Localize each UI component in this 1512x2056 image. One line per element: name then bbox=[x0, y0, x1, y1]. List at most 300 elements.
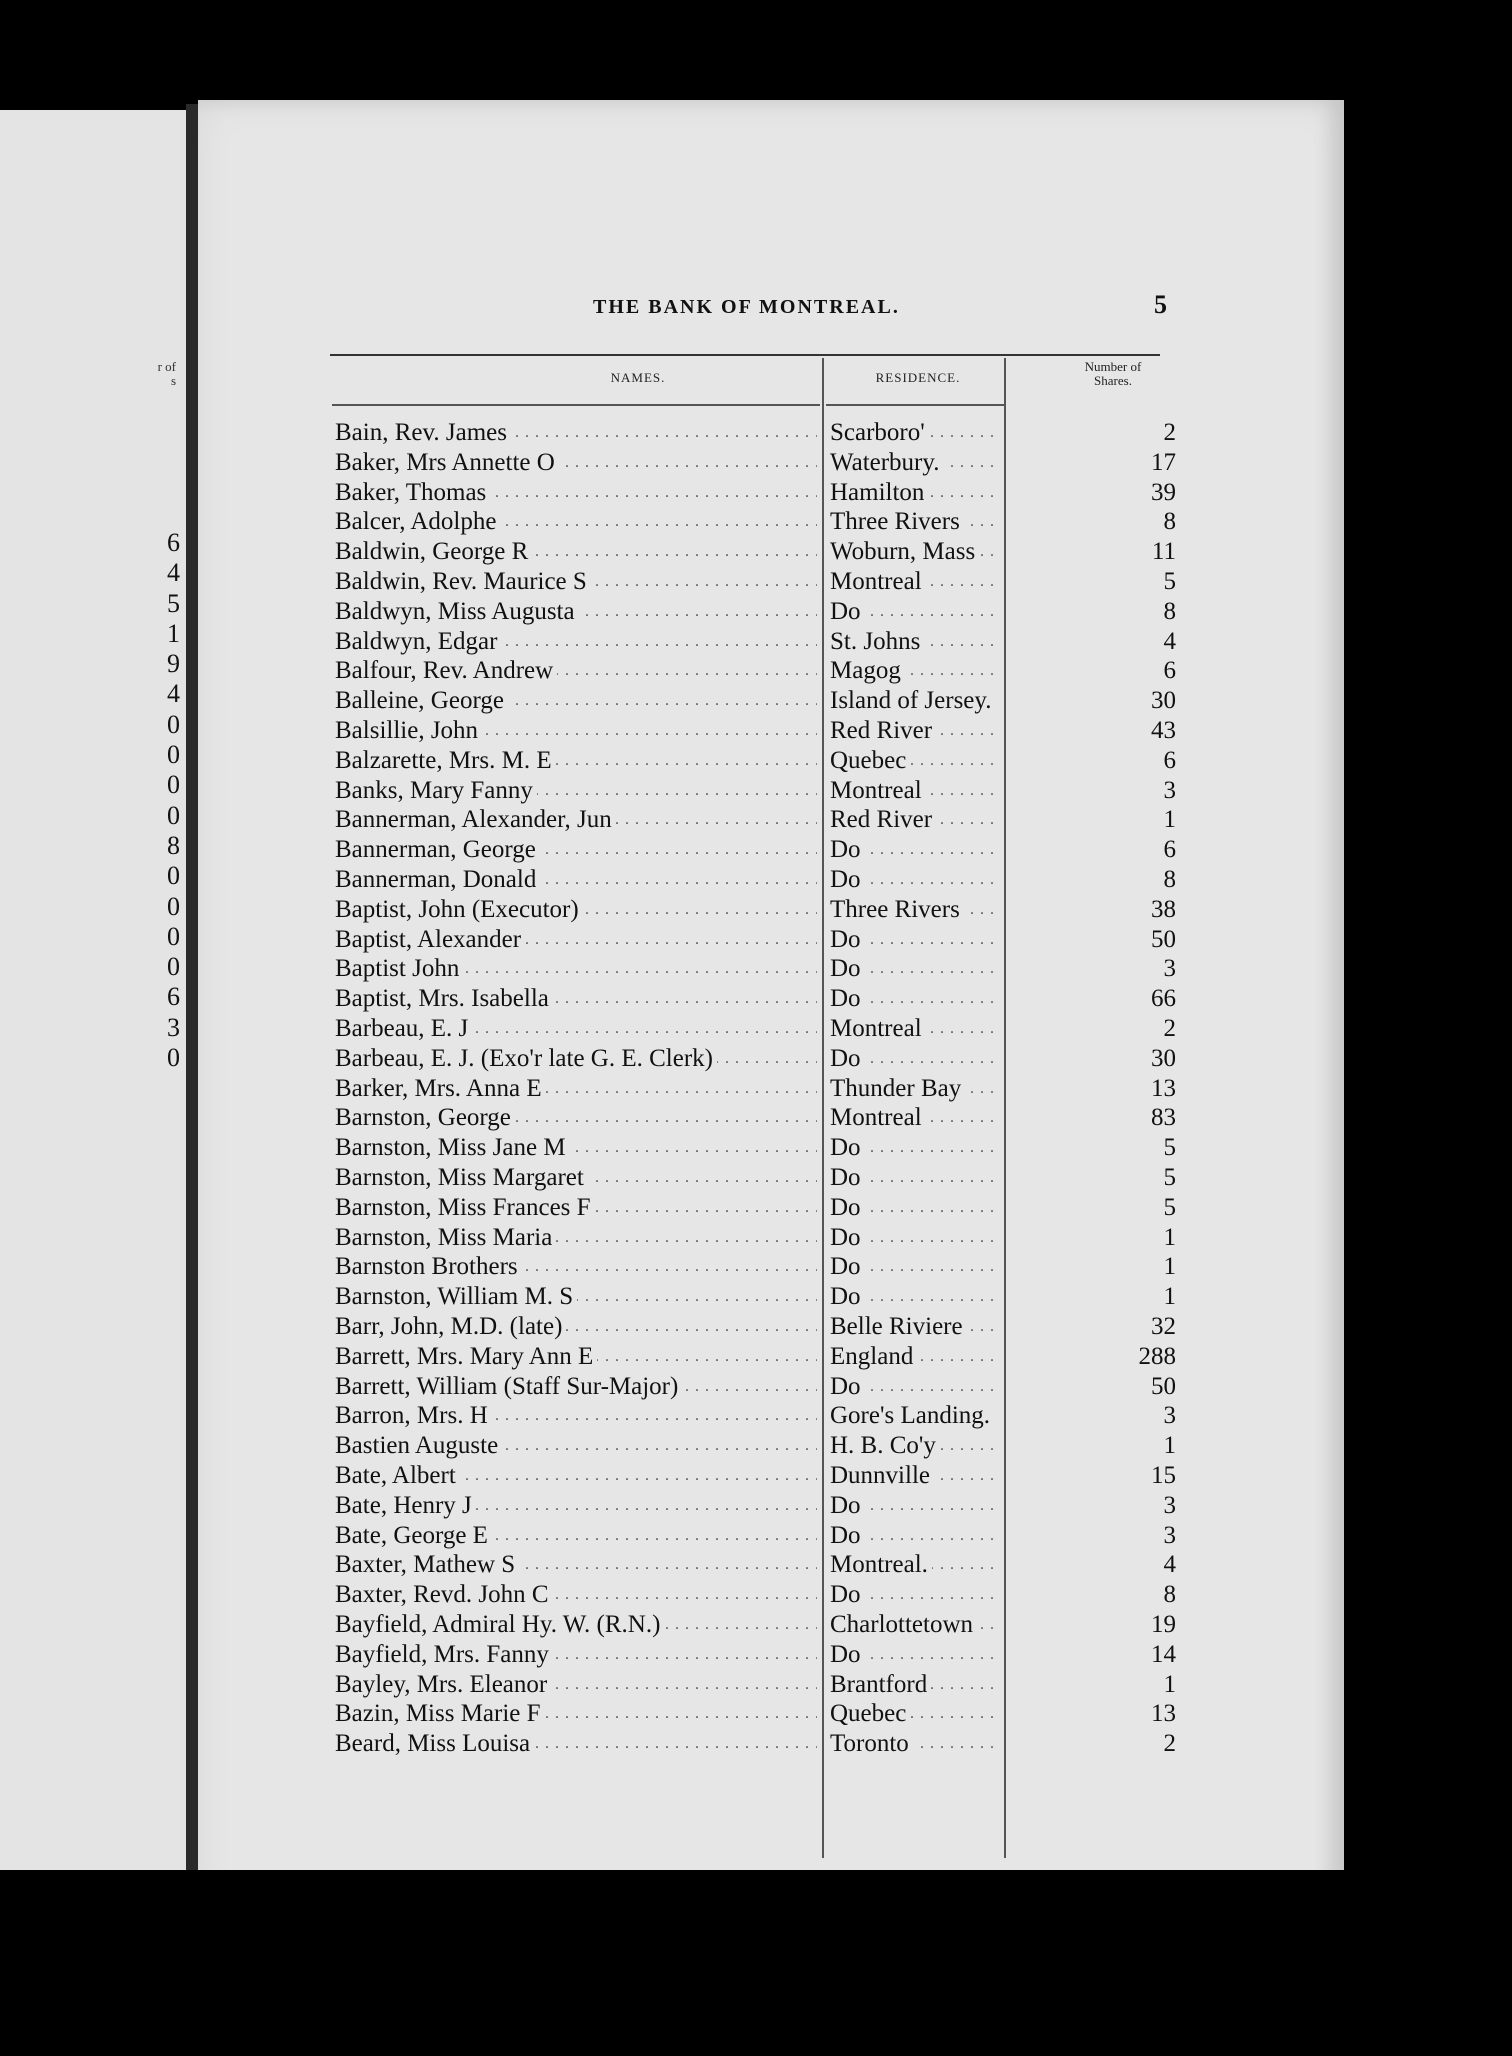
shareholder-residence-text: Do bbox=[830, 926, 865, 953]
shareholder-shares: 3 bbox=[1163, 1402, 1176, 1430]
scan-bottom-margin bbox=[0, 1870, 1512, 2056]
shareholder-residence-text: Do bbox=[830, 1164, 865, 1191]
shareholder-residence-text: Scarboro' bbox=[830, 419, 929, 446]
page-header bbox=[198, 290, 1344, 326]
shareholder-row bbox=[198, 1580, 1344, 1610]
shareholder-name bbox=[335, 1461, 817, 1491]
shareholder-name bbox=[335, 1401, 817, 1431]
shareholder-residence bbox=[830, 984, 1000, 1014]
shareholder-shares: 50 bbox=[1151, 925, 1176, 953]
shareholder-name bbox=[335, 716, 817, 746]
shareholder-name bbox=[335, 686, 817, 716]
shareholder-name bbox=[335, 1670, 817, 1700]
shareholder-row bbox=[198, 1312, 1344, 1342]
shareholder-residence-text: Toronto bbox=[830, 1730, 913, 1757]
shareholder-name-text: Barrett, Mrs. Mary Ann E bbox=[335, 1343, 597, 1370]
shareholder-residence-text: H. B. Co'y bbox=[830, 1432, 940, 1459]
shareholder-residence bbox=[830, 1461, 1000, 1491]
shareholder-residence bbox=[830, 1491, 1000, 1521]
shareholder-name-text: Barrett, William (Staff Sur-Major) bbox=[335, 1373, 682, 1400]
shareholder-shares: 2 bbox=[1163, 1730, 1176, 1758]
shareholder-residence-text: England bbox=[830, 1343, 917, 1370]
shareholder-row bbox=[198, 1521, 1344, 1551]
shareholder-name bbox=[335, 1431, 817, 1461]
shareholder-residence-text: Do bbox=[830, 1581, 865, 1608]
shareholder-residence-text: Thunder Bay bbox=[830, 1075, 965, 1102]
shareholder-residence-text: Do bbox=[830, 985, 865, 1012]
shares-header-line: Number of bbox=[1084, 359, 1142, 374]
shareholder-residence bbox=[830, 1610, 1000, 1640]
shareholder-shares: 1 bbox=[1163, 1223, 1176, 1251]
shareholder-row bbox=[198, 1044, 1344, 1074]
shareholder-residence bbox=[830, 835, 1000, 865]
shareholder-name bbox=[335, 776, 817, 806]
shareholder-name-text: Barbeau, E. J. (Exo'r late G. E. Clerk) bbox=[335, 1045, 717, 1072]
shareholder-shares: 32 bbox=[1151, 1313, 1176, 1340]
shareholder-residence bbox=[830, 805, 1000, 835]
shareholder-residence bbox=[830, 627, 1000, 657]
shareholder-residence bbox=[830, 567, 1000, 597]
shareholder-residence-text: Do bbox=[830, 1134, 865, 1161]
shareholder-shares: 3 bbox=[1163, 776, 1176, 804]
book-spine bbox=[186, 104, 198, 1970]
shareholder-residence bbox=[830, 1640, 1000, 1670]
shareholder-row bbox=[198, 1729, 1344, 1759]
shareholder-row bbox=[198, 1670, 1344, 1700]
shareholder-row bbox=[198, 805, 1344, 835]
shareholder-name bbox=[335, 1580, 817, 1610]
shareholder-row bbox=[198, 537, 1344, 567]
shareholder-row bbox=[198, 925, 1344, 955]
shareholder-row bbox=[198, 835, 1344, 865]
page-title: THE BANK OF MONTREAL. bbox=[593, 296, 900, 318]
shareholder-row bbox=[198, 1401, 1344, 1431]
left-page-digit-column bbox=[167, 528, 180, 1073]
shareholder-row bbox=[198, 1074, 1344, 1104]
shareholder-residence bbox=[830, 865, 1000, 895]
shareholder-shares: 8 bbox=[1163, 1581, 1176, 1609]
shareholder-residence bbox=[830, 1342, 1000, 1372]
shareholder-residence bbox=[830, 1223, 1000, 1253]
shareholder-row bbox=[198, 865, 1344, 895]
shareholder-shares: 39 bbox=[1151, 478, 1176, 506]
shareholder-residence-text: Quebec bbox=[830, 747, 910, 774]
shareholder-residence-text: Do bbox=[830, 1522, 865, 1549]
shareholder-residence bbox=[830, 1431, 1000, 1461]
shareholder-residence bbox=[830, 1521, 1000, 1551]
shareholder-name bbox=[335, 537, 817, 567]
shareholder-shares: 6 bbox=[1163, 746, 1176, 774]
shareholder-shares: 1 bbox=[1163, 1670, 1176, 1698]
shareholder-residence bbox=[830, 1699, 1000, 1729]
shareholder-row bbox=[198, 1640, 1344, 1670]
shareholder-shares: 30 bbox=[1151, 1044, 1176, 1072]
shareholder-name-text: Baptist, John (Executor) bbox=[335, 896, 583, 923]
shareholder-shares: 8 bbox=[1163, 597, 1176, 625]
shareholder-name-text: Baker, Thomas bbox=[335, 479, 490, 506]
shareholder-residence-text: Belle Riviere bbox=[830, 1313, 967, 1340]
left-page-header-fragment bbox=[158, 360, 176, 388]
shareholder-residence bbox=[830, 1193, 1000, 1223]
shareholder-name bbox=[335, 1282, 817, 1312]
shareholder-name bbox=[335, 1521, 817, 1551]
shareholder-row bbox=[198, 1372, 1344, 1402]
shareholder-shares: 1 bbox=[1163, 1283, 1176, 1311]
shareholder-row bbox=[198, 507, 1344, 537]
shareholder-name-text: Barnston, Miss Frances F bbox=[335, 1194, 595, 1221]
shareholder-name-text: Balcer, Adolphe bbox=[335, 508, 500, 535]
shareholder-shares: 13 bbox=[1151, 1074, 1176, 1102]
left-page-digit: 6 bbox=[167, 528, 180, 557]
shareholder-residence bbox=[830, 1163, 1000, 1193]
left-page-fragment bbox=[0, 110, 186, 1970]
shareholder-name-text: Bayfield, Mrs. Fanny bbox=[335, 1641, 553, 1668]
shareholder-row bbox=[198, 1252, 1344, 1282]
shareholder-shares: 4 bbox=[1163, 1551, 1176, 1579]
shareholder-shares: 1 bbox=[1163, 1432, 1176, 1460]
shareholder-row bbox=[198, 1550, 1344, 1580]
shareholder-residence bbox=[830, 1014, 1000, 1044]
shareholder-name bbox=[335, 984, 817, 1014]
shareholder-row bbox=[198, 656, 1344, 686]
shareholder-shares: 43 bbox=[1151, 717, 1176, 744]
shareholder-name-text: Baxter, Mathew S bbox=[335, 1551, 519, 1578]
shareholder-name bbox=[335, 1372, 817, 1402]
shareholder-residence-text: Do bbox=[830, 1641, 865, 1668]
shareholder-name bbox=[335, 597, 817, 627]
shareholder-row bbox=[198, 1193, 1344, 1223]
shareholder-residence bbox=[830, 1133, 1000, 1163]
shareholder-shares: 17 bbox=[1151, 448, 1176, 476]
shareholder-name bbox=[335, 448, 817, 478]
left-page-digit: 4 bbox=[167, 558, 180, 588]
shareholder-name-text: Bazin, Miss Marie F bbox=[335, 1700, 545, 1727]
shareholder-residence-text: Do bbox=[830, 598, 865, 625]
column-header-names: NAMES. bbox=[610, 370, 666, 385]
shareholder-shares: 5 bbox=[1163, 1134, 1176, 1162]
shareholder-shares: 4 bbox=[1163, 627, 1176, 655]
shareholder-residence bbox=[830, 448, 1000, 478]
shareholder-name-text: Bate, Henry J bbox=[335, 1492, 476, 1519]
shareholder-residence-text: Quebec bbox=[830, 1700, 910, 1727]
shareholder-row bbox=[198, 1223, 1344, 1253]
shareholder-residence bbox=[830, 1580, 1000, 1610]
shareholder-residence-text: Magog bbox=[830, 657, 905, 684]
shareholder-row bbox=[198, 954, 1344, 984]
shareholder-name bbox=[335, 418, 817, 448]
shareholder-name-text: Banks, Mary Fanny bbox=[335, 777, 537, 804]
shareholder-residence-text: Red River bbox=[830, 717, 936, 744]
shareholder-residence bbox=[830, 1074, 1000, 1104]
shareholder-name bbox=[335, 865, 817, 895]
shareholder-row bbox=[198, 448, 1344, 478]
shareholder-residence-text: Montreal bbox=[830, 1104, 926, 1131]
shareholder-shares: 5 bbox=[1163, 1193, 1176, 1221]
shareholder-residence-text: Dunnville bbox=[830, 1462, 934, 1489]
shareholder-name bbox=[335, 1103, 817, 1133]
shareholder-name bbox=[335, 507, 817, 537]
shareholder-residence-text: Do bbox=[830, 1194, 865, 1221]
shares-header-line: Shares. bbox=[1094, 373, 1132, 388]
left-page-digit: 6 bbox=[167, 982, 180, 1012]
left-page-digit: 3 bbox=[167, 1012, 180, 1042]
left-page-digit: 0 bbox=[167, 770, 180, 800]
shareholder-residence-text: Island of Jersey. bbox=[830, 687, 996, 714]
shareholder-residence bbox=[830, 686, 1000, 716]
shareholder-name bbox=[335, 627, 817, 657]
shareholder-residence-text: Hamilton bbox=[830, 479, 928, 506]
shareholder-residence-text: Montreal bbox=[830, 777, 926, 804]
left-page-digit: 9 bbox=[167, 649, 180, 679]
shareholder-name-text: Barnston Brothers bbox=[335, 1253, 522, 1280]
shareholder-residence bbox=[830, 1103, 1000, 1133]
shareholder-residence bbox=[830, 1550, 1000, 1580]
shareholder-name-text: Barbeau, E. J bbox=[335, 1015, 472, 1042]
shareholder-residence bbox=[830, 478, 1000, 508]
shareholder-residence-text: Woburn, Mass bbox=[830, 538, 979, 565]
left-header-line: s bbox=[170, 373, 176, 388]
shareholder-residence bbox=[830, 1729, 1000, 1759]
shareholder-row bbox=[198, 1610, 1344, 1640]
shareholder-residence-text: Do bbox=[830, 1283, 865, 1310]
shareholder-name bbox=[335, 1342, 817, 1372]
shareholder-shares: 288 bbox=[1138, 1342, 1176, 1370]
left-page-digit: 0 bbox=[167, 921, 180, 951]
shareholder-residence bbox=[830, 1044, 1000, 1074]
shareholder-row bbox=[198, 1342, 1344, 1372]
shareholder-residence-text: Brantford bbox=[830, 1671, 931, 1698]
shareholder-name-text: Baldwin, Rev. Maurice S bbox=[335, 568, 591, 595]
shareholder-residence bbox=[830, 1401, 1000, 1431]
shareholder-name bbox=[335, 478, 817, 508]
left-header-line: r of bbox=[157, 359, 176, 374]
shareholder-row bbox=[198, 746, 1344, 776]
shareholder-name bbox=[335, 895, 817, 925]
shareholder-name bbox=[335, 1729, 817, 1759]
column-header-shares bbox=[1058, 360, 1168, 388]
shareholder-shares: 15 bbox=[1151, 1462, 1176, 1489]
shareholder-shares: 5 bbox=[1163, 1164, 1176, 1191]
shareholder-row bbox=[198, 1491, 1344, 1521]
shareholder-row bbox=[198, 1699, 1344, 1729]
shareholder-residence-text: Do bbox=[830, 1224, 865, 1251]
shareholder-name-text: Baptist, Mrs. Isabella bbox=[335, 985, 553, 1012]
names-header-rule bbox=[332, 404, 820, 406]
shareholder-residence-text: Gore's Landing. bbox=[830, 1402, 994, 1429]
shareholder-name-text: Bate, George E bbox=[335, 1522, 492, 1549]
shareholder-row bbox=[198, 1282, 1344, 1312]
shareholder-name-text: Baldwyn, Miss Augusta bbox=[335, 598, 579, 625]
shareholder-residence-text: Do bbox=[830, 866, 865, 893]
shareholder-name-text: Barker, Mrs. Anna E bbox=[335, 1075, 546, 1102]
shareholder-row bbox=[198, 984, 1344, 1014]
shareholder-residence bbox=[830, 716, 1000, 746]
shareholder-shares: 6 bbox=[1163, 836, 1176, 864]
shareholder-name-text: Balsillie, John bbox=[335, 717, 482, 744]
shareholder-name-text: Balzarette, Mrs. M. E bbox=[335, 747, 556, 774]
left-page-digit: 5 bbox=[167, 588, 180, 618]
shareholder-residence bbox=[830, 1372, 1000, 1402]
shareholder-residence-text: Three Rivers bbox=[830, 508, 964, 535]
shareholder-shares: 38 bbox=[1151, 895, 1176, 923]
shareholder-name bbox=[335, 1193, 817, 1223]
shareholder-name bbox=[335, 1223, 817, 1253]
shareholder-residence bbox=[830, 1252, 1000, 1282]
shareholder-residence-text: Do bbox=[830, 1373, 865, 1400]
shareholder-shares: 3 bbox=[1163, 1491, 1176, 1519]
shareholder-name-text: Bayfield, Admiral Hy. W. (R.N.) bbox=[335, 1611, 664, 1638]
shareholder-name bbox=[335, 1610, 817, 1640]
shareholder-row bbox=[198, 686, 1344, 716]
shareholder-name bbox=[335, 567, 817, 597]
left-page-digit: 0 bbox=[167, 1043, 180, 1073]
shareholder-shares: 66 bbox=[1151, 985, 1176, 1013]
shareholder-name-text: Bannerman, George bbox=[335, 836, 540, 863]
shareholder-name-text: Bate, Albert bbox=[335, 1462, 460, 1489]
shareholder-shares: 1 bbox=[1163, 806, 1176, 834]
shareholder-row bbox=[198, 627, 1344, 657]
shareholder-row bbox=[198, 1431, 1344, 1461]
shareholder-name bbox=[335, 656, 817, 686]
shareholder-name-text: Barr, John, M.D. (late) bbox=[335, 1313, 566, 1340]
shareholder-name-text: Balfour, Rev. Andrew bbox=[335, 657, 557, 684]
left-page-digit: 1 bbox=[167, 618, 180, 648]
left-page-digit: 4 bbox=[167, 679, 180, 709]
shareholder-shares: 14 bbox=[1151, 1640, 1176, 1668]
shareholder-name bbox=[335, 835, 817, 865]
shareholder-name-text: Barnston, Miss Jane M bbox=[335, 1134, 570, 1161]
shareholder-row bbox=[198, 1133, 1344, 1163]
shareholder-row bbox=[198, 716, 1344, 746]
shareholder-shares: 8 bbox=[1163, 508, 1176, 536]
shareholder-shares: 19 bbox=[1151, 1611, 1176, 1638]
shareholder-shares: 11 bbox=[1151, 538, 1176, 566]
shareholder-name bbox=[335, 1699, 817, 1729]
shareholder-name-text: Baptist, Alexander bbox=[335, 926, 525, 953]
shareholder-name bbox=[335, 1312, 817, 1342]
shareholder-name-text: Barnston, Miss Margaret bbox=[335, 1164, 588, 1191]
shareholder-name-text: Baptist John bbox=[335, 955, 463, 982]
shareholder-row bbox=[198, 478, 1344, 508]
shareholder-shares: 6 bbox=[1163, 657, 1176, 685]
shareholder-residence bbox=[830, 507, 1000, 537]
shareholder-shares: 83 bbox=[1151, 1104, 1176, 1132]
shareholder-residence-text: Do bbox=[830, 1492, 865, 1519]
shareholder-residence-text: Three Rivers bbox=[830, 896, 964, 923]
shareholder-name bbox=[335, 925, 817, 955]
shareholder-shares: 3 bbox=[1163, 955, 1176, 983]
shareholder-residence-text: Do bbox=[830, 1253, 865, 1280]
shareholder-residence bbox=[830, 597, 1000, 627]
shareholder-residence-text: Montreal. bbox=[830, 1551, 932, 1578]
shareholder-shares: 2 bbox=[1163, 419, 1176, 446]
left-page-digit: 0 bbox=[167, 800, 180, 830]
shareholder-shares: 5 bbox=[1163, 568, 1176, 595]
page-number: 5 bbox=[1154, 290, 1167, 319]
shareholder-name bbox=[335, 954, 817, 984]
shareholder-name-text: Bannerman, Alexander, Jun bbox=[335, 806, 616, 833]
shareholder-residence bbox=[830, 925, 1000, 955]
header-rule bbox=[330, 354, 1160, 356]
shareholder-name-text: Baker, Mrs Annette O bbox=[335, 449, 559, 476]
left-page-digit: 0 bbox=[167, 709, 180, 739]
shareholder-residence-text: Red River bbox=[830, 806, 936, 833]
shareholder-residence-text: Montreal bbox=[830, 568, 926, 595]
shareholder-name bbox=[335, 1491, 817, 1521]
shareholder-shares: 3 bbox=[1163, 1521, 1176, 1549]
shareholder-name-text: Bayley, Mrs. Eleanor bbox=[335, 1671, 551, 1698]
shareholder-row bbox=[198, 1461, 1344, 1491]
shareholder-name-text: Barnston, William M. S bbox=[335, 1283, 577, 1310]
shareholder-residence bbox=[830, 954, 1000, 984]
shareholder-residence-text: Waterbury. bbox=[830, 449, 944, 476]
left-page-digit: 0 bbox=[167, 891, 180, 921]
shareholder-name-text: Barnston, George bbox=[335, 1104, 515, 1131]
shareholder-residence bbox=[830, 895, 1000, 925]
shareholder-shares: 30 bbox=[1151, 687, 1176, 715]
shareholder-name bbox=[335, 805, 817, 835]
shareholder-name-text: Baldwin, George R bbox=[335, 538, 532, 565]
shareholder-name-text: Balleine, George bbox=[335, 687, 508, 714]
shareholder-residence bbox=[830, 776, 1000, 806]
ledger-page bbox=[198, 100, 1344, 1975]
shareholder-name-text: Bastien Auguste bbox=[335, 1432, 502, 1459]
shareholder-residence-text: Do bbox=[830, 836, 865, 863]
shareholder-name bbox=[335, 1550, 817, 1580]
shareholder-shares: 1 bbox=[1163, 1253, 1176, 1281]
shareholder-name bbox=[335, 1074, 817, 1104]
shareholder-row bbox=[198, 776, 1344, 806]
shareholder-residence-text: Charlottetown bbox=[830, 1611, 977, 1638]
shareholder-name-text: Beard, Miss Louisa bbox=[335, 1730, 534, 1757]
shareholder-name bbox=[335, 1252, 817, 1282]
shareholder-name-text: Bannerman, Donald bbox=[335, 866, 540, 893]
shareholder-shares: 13 bbox=[1151, 1700, 1176, 1728]
shareholder-residence bbox=[830, 537, 1000, 567]
shareholder-residence bbox=[830, 1312, 1000, 1342]
shareholder-shares: 8 bbox=[1163, 866, 1176, 893]
shareholder-row bbox=[198, 895, 1344, 925]
shareholder-residence-text: Montreal bbox=[830, 1015, 926, 1042]
shareholder-residence-text: Do bbox=[830, 955, 865, 982]
shareholder-row bbox=[198, 1103, 1344, 1133]
shareholder-name bbox=[335, 1044, 817, 1074]
shareholder-name bbox=[335, 1640, 817, 1670]
shareholder-residence-text: Do bbox=[830, 1045, 865, 1072]
left-page-digit: 0 bbox=[167, 861, 180, 891]
shareholder-residence-text: St. Johns bbox=[830, 628, 924, 655]
column-header-residence: RESIDENCE. bbox=[875, 370, 961, 385]
left-page-digit: 0 bbox=[167, 952, 180, 982]
shareholder-name bbox=[335, 1133, 817, 1163]
shareholder-residence bbox=[830, 1670, 1000, 1700]
left-page-digit: 8 bbox=[167, 830, 180, 860]
residence-header-rule bbox=[826, 404, 1004, 406]
shareholder-name bbox=[335, 746, 817, 776]
shareholder-residence bbox=[830, 418, 1000, 448]
shareholder-row bbox=[198, 1163, 1344, 1193]
shareholder-name-text: Baxter, Revd. John C bbox=[335, 1581, 553, 1608]
shareholder-row bbox=[198, 567, 1344, 597]
shareholder-row bbox=[198, 418, 1344, 448]
shareholder-name-text: Barnston, Miss Maria bbox=[335, 1224, 556, 1251]
shareholder-residence bbox=[830, 746, 1000, 776]
shareholder-shares: 50 bbox=[1151, 1372, 1176, 1400]
left-page-digit: 0 bbox=[167, 740, 180, 770]
shareholder-name bbox=[335, 1163, 817, 1193]
shareholder-residence bbox=[830, 1282, 1000, 1312]
shareholder-residence bbox=[830, 656, 1000, 686]
